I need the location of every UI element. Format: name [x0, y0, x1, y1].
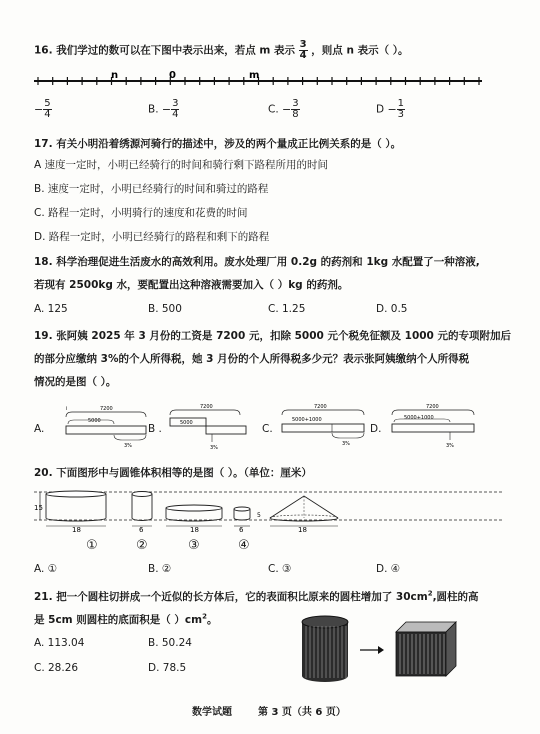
- q20-option-c[interactable]: C. ③: [268, 563, 292, 575]
- q21-line1: 21. 把一个圆柱切拼成一个近似的长方体后，它的表面积比原来的圆柱增加了 $30cm^2$,圆柱的高: [34, 589, 479, 603]
- q19-option-a[interactable]: A.: [34, 423, 45, 435]
- svg-text:7200: 7200: [426, 404, 439, 410]
- q18-option-a[interactable]: A. 125: [34, 303, 68, 315]
- q20-fig-num-3: ③: [188, 538, 200, 553]
- q19-line1: 19. 张阿姨 2025 年 3 月份的工资是 7200 元，扣除 5000 元个税免征额及 1000 元的专项附加后: [34, 330, 512, 342]
- q21-option-c[interactable]: C. 28.26: [34, 662, 79, 674]
- arrow-right-icon: [360, 646, 384, 654]
- q20-fig-num-2: ②: [136, 538, 148, 553]
- q20-dim-w4: 6: [239, 526, 244, 534]
- q20-dim-h4: 5: [257, 512, 261, 519]
- q18-line2: 若现有 2500kg 水，要配置出这种溶液需要加入（ ）kg 的药剂。: [34, 279, 349, 291]
- q19-diagram-d: [386, 400, 486, 450]
- q21-option-a[interactable]: A. 113.04: [34, 637, 85, 649]
- q16-option-a[interactable]: − $\frac{5}{4}$: [34, 98, 51, 120]
- q20-option-a[interactable]: A. ①: [34, 563, 58, 575]
- q16-option-b[interactable]: B. − $\frac{3}{4}$: [148, 98, 179, 120]
- q21-option-b[interactable]: B. 50.24: [148, 637, 192, 649]
- q16-stem: 16. 我们学过的数可以在下图中表示出来，若点 m 表示 $\frac{3}{4}$ ，则点 n 表示（ ）。: [34, 39, 409, 61]
- q20-dim-w1: 18: [72, 526, 81, 534]
- q20-dim-h: 15: [34, 504, 43, 512]
- svg-text:5000: 5000: [88, 418, 101, 424]
- q17-stem: 17. 有关小明沿着绣源河骑行的描述中，涉及的两个量成正比例关系的是（ ）。: [34, 138, 402, 150]
- q19-diagram-b: [164, 400, 264, 450]
- q20-option-b[interactable]: B. ②: [148, 563, 172, 575]
- q18-option-b[interactable]: B. 500: [148, 303, 182, 315]
- footer-page: 第 3 页（共 6 页）: [258, 707, 346, 718]
- svg-text:7200: 7200: [314, 404, 327, 410]
- q20-dim-w5: 18: [298, 526, 307, 534]
- q16-label-n: n: [111, 70, 119, 81]
- svg-text:5000+1000: 5000+1000: [292, 417, 322, 423]
- q20-dim-w2: 6: [139, 526, 144, 534]
- q19-option-c[interactable]: C.: [262, 423, 273, 435]
- q20-stem: 20. 下面图形中与圆锥体积相等的是图（ ）。（单位：厘米）: [34, 467, 312, 479]
- svg-text:3%: 3%: [446, 443, 454, 449]
- q17-option-d[interactable]: D. 路程一定时，小明已经骑行的路程和剩下的路程: [34, 231, 270, 243]
- q20-figures: [34, 484, 504, 534]
- svg-text:5000: 5000: [180, 420, 193, 426]
- svg-text:3%: 3%: [210, 445, 218, 450]
- q21-option-d[interactable]: D. 78.5: [148, 662, 187, 674]
- svg-text:3%: 3%: [124, 443, 132, 449]
- q16-option-d[interactable]: D − $\frac{1}{3}$: [376, 98, 405, 120]
- q19-diagram-c: [276, 400, 376, 450]
- q17-option-a[interactable]: A 速度一定时，小明已经骑行的时间和骑行剩下路程所用的时间: [34, 159, 329, 171]
- q18-line1: 18. 科学治理促进生活废水的高效利用。废水处理厂用 0.2g 的药剂和 1kg 水配置了一种溶液,: [34, 256, 480, 268]
- svg-text:7200: 7200: [100, 406, 113, 412]
- svg-text:i: i: [66, 406, 68, 412]
- q19-line2: 的部分应缴纳 3%的个人所得税，她 3 月份的个人所得税多少元？表示张阿姨缴纳个人所得税: [34, 353, 470, 365]
- cylinder-icon: [302, 616, 348, 682]
- q19-diagram-a: [52, 402, 152, 450]
- q18-option-c[interactable]: C. 1.25: [268, 303, 306, 315]
- svg-text:7200: 7200: [200, 404, 213, 410]
- q18-option-d[interactable]: D. 0.5: [376, 303, 408, 315]
- q19-option-b[interactable]: B .: [148, 423, 162, 435]
- q20-fig-num-1: ①: [86, 538, 98, 553]
- q16-label-zero: 0: [169, 70, 176, 81]
- q20-dim-w3: 18: [190, 526, 199, 534]
- q16-label-m: m: [249, 70, 260, 81]
- q21-illustration: [298, 614, 498, 684]
- svg-text:3%: 3%: [342, 441, 350, 447]
- svg-text:5000+1000: 5000+1000: [404, 415, 434, 421]
- q20-fig-num-4: ④: [238, 538, 250, 553]
- q17-option-b[interactable]: B. 速度一定时，小明已经骑行的时间和骑过的路程: [34, 183, 269, 195]
- q20-option-d[interactable]: D. ④: [376, 563, 401, 575]
- prism-icon: [396, 622, 456, 676]
- q16-option-c[interactable]: C. − $\frac{3}{8}$: [268, 98, 299, 120]
- footer-subject: 数学试题: [192, 707, 232, 718]
- q19-option-d[interactable]: D.: [370, 423, 382, 435]
- q21-line2: 是 5cm 则圆柱的底面积是（ ）$cm^2$。: [34, 612, 218, 626]
- q19-line3: 情况的是图（ ）。: [34, 376, 117, 388]
- q17-option-c[interactable]: C. 路程一定时，小明骑行的速度和花费的时间: [34, 207, 248, 219]
- q16-number-line: [34, 70, 484, 90]
